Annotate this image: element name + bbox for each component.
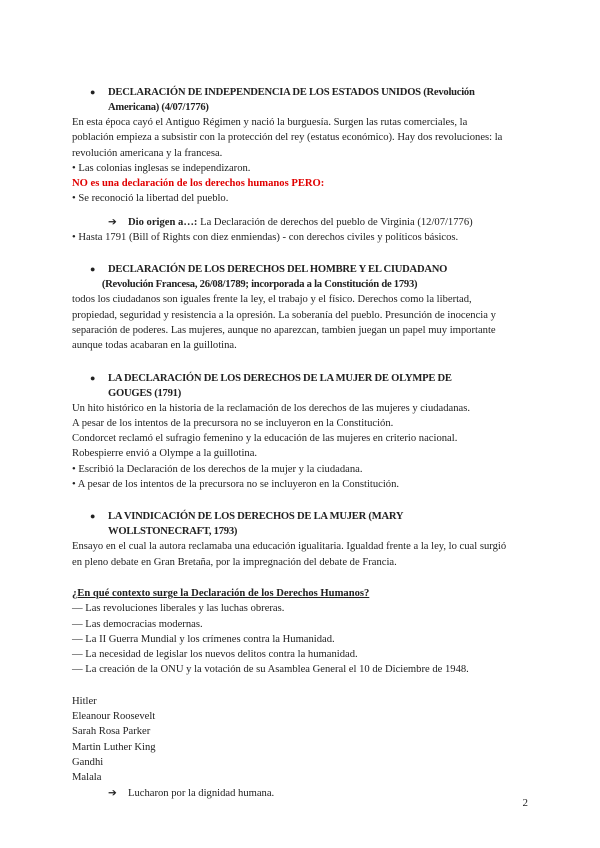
heading-line: DECLARACIÓN DE LOS DERECHOS DEL HOMBRE Y EL CIUDADANO (108, 264, 448, 276)
body-line: A pesar de los intentos de la precursora no se incluyeron en la Constitución. (72, 417, 394, 429)
section-heading-4 (72, 509, 530, 539)
page-content (72, 84, 530, 801)
page-number: 2 (522, 797, 528, 809)
body-line: aunque todas acabaran en la guillotina. (72, 340, 237, 352)
bullet-icon: ● (90, 87, 96, 97)
red-note: NO es una declaración de los derechos humanos PERO: (72, 178, 325, 190)
body-line: todos los ciudadanos son iguales frente la ley, el trabajo y el físico. Derechos como la libertad, (72, 294, 472, 306)
body-line: • Se reconoció la libertad del pueblo. (72, 193, 229, 205)
bullet-icon: ● (90, 264, 96, 275)
body-line: población empieza a subsistir con la protección del rey (estatus económico). Hay dos revoluciones: la (72, 132, 503, 144)
name-item: Sarah Rosa Parker (72, 726, 151, 738)
bullet-icon: ● (90, 372, 96, 383)
name-item: Gandhi (72, 756, 104, 768)
heading-line: WOLLSTONECRAFT, 1793) (108, 526, 238, 538)
heading-line: (Revolución Francesa, 26/08/1789; incorporada a la Constitución de 1793) (101, 279, 418, 291)
heading-line: DECLARACIÓN DE INDEPENDENCIA DE LOS ESTADOS UNIDOS (Revolución (108, 87, 475, 98)
section-heading-1 (72, 85, 530, 115)
arrow-bold-text: Dio origen a…: (128, 216, 198, 228)
dash-item: — La necesidad de legislar los nuevos delitos contra la humanidad. (72, 649, 358, 661)
dash-item: — La II Guerra Mundial y los crímenes contra la Humanidad. (72, 633, 335, 645)
body-line: en pleno debate en Gran Bretaña, por la impregnación del debate de Francia. (72, 556, 397, 568)
body-line: Ensayo en el cual la autora reclamaba una educación igualitaria. Igualdad frente a la ley, lo cual surgió (72, 541, 507, 553)
final-arrow-line (72, 786, 530, 801)
body-line: • Hasta 1791 (Bill of Rights con diez enmiendas) - con derechos civiles y políticos básicos. (72, 232, 459, 244)
section-heading-2 (72, 262, 530, 292)
heading-line: LA VINDICACIÓN DE LOS DERECHOS DE LA MUJER (MARY (108, 511, 404, 523)
section-heading-3 (72, 371, 530, 401)
body-line: Robespierre envió a Olympe a la guillotina. (72, 448, 258, 460)
name-item: Martin Luther King (72, 741, 156, 753)
final-arrow-text: Lucharon por la dignidad humana. (128, 787, 275, 799)
question-heading: ¿En qué contexto surge la Declaración de los Derechos Humanos? (72, 587, 370, 599)
body-line: • Escribió la Declaración de los derechos de la mujer y la ciudadana. (72, 463, 363, 475)
bullet-icon: ● (90, 511, 96, 522)
body-line: Un hito histórico en la historia de la reclamación de los derechos de las mujeres y ciudadanas. (72, 402, 471, 414)
arrow-line (72, 215, 530, 230)
body-line: separación de poderes. Las mujeres, aunque no aparezcan, tambien juegan un papel muy importante (72, 324, 496, 336)
name-item: Eleanour Roosevelt (72, 711, 156, 723)
body-line: En esta época cayó el Antiguo Régimen y nació la burguesía. Surgen las rutas comerciales, la (72, 117, 468, 128)
body-line: propiedad, seguridad y resistencia a la opresión. La soberanía del pueblo. Presunción de inocencia y (72, 309, 496, 321)
heading-line: LA DECLARACIÓN DE LOS DERECHOS DE LA MUJER DE OLYMPE DE (108, 372, 452, 384)
dash-item: — Las democracias modernas. (72, 618, 203, 630)
body-line: Condorcet reclamó el sufragio femenino y la educación de las mujeres en criterio nacional. (72, 433, 458, 445)
body-line: • A pesar de los intentos de la precursora no se incluyeron en la Constitución. (72, 479, 400, 491)
name-item: Malala (72, 772, 102, 784)
name-item: Hitler (72, 695, 97, 707)
arrow-right-icon: ➔ (108, 787, 117, 799)
heading-line: GOUGES (1791) (108, 387, 181, 399)
body-line: • Las colonias inglesas se independizaron. (72, 162, 251, 174)
arrow-text: La Declaración de derechos del pueblo de Virginia (12/07/1776) (197, 216, 473, 228)
arrow-right-icon: ➔ (108, 216, 117, 228)
dash-item: — La creación de la ONU y la votación de su Asamblea General el 10 de Diciembre de 1948. (72, 664, 469, 676)
heading-line: Americana) (4/07/1776) (108, 102, 209, 113)
dash-item: — Las revoluciones liberales y las luchas obreras. (72, 603, 285, 615)
body-line: revolución americana y la francesa. (72, 147, 223, 159)
